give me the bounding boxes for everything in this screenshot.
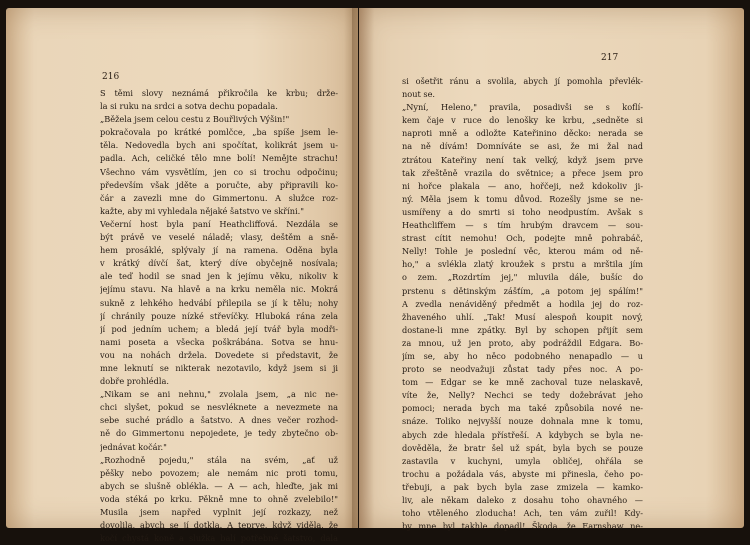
text-line: snáze. Toliko nejvyšší nouze dohnala mne k tomu, bbox=[402, 416, 643, 427]
text-line: la si ruku na srdci a sotva dechu popadala. bbox=[100, 101, 278, 112]
text-line: pokračovala po krátké pomlčce, „ba spíše jsem le- bbox=[100, 127, 338, 138]
text-line: Heathcliffem — s tím hrubým dravcem — sou- bbox=[402, 220, 643, 231]
text-line: pěšky nebo povozem; ale nemám nic proti tomu, bbox=[100, 467, 338, 478]
text-line: dostane-li mne zpátky. Byl by schopen přijít sem bbox=[402, 324, 643, 335]
text-line: „Běžela jsem celou cestu z Bouřlivých Výšin!" bbox=[100, 114, 290, 125]
left-page bbox=[6, 8, 358, 544]
text-line: zastavila v kuchyni, umyla obličej, ohřála se bbox=[402, 455, 643, 466]
text-line: tom — Edgar se ke mně zachoval tuze nelaskavě, bbox=[402, 377, 643, 388]
text-line: Musila jsem napřed vyplnit její rozkazy, než bbox=[100, 507, 338, 517]
text-line: na ně dívám! Domníváte se asi, že mi žal nad bbox=[402, 141, 643, 152]
text-line: o zem. „Rozdrtím jej," mluvila dále, bušíc do bbox=[402, 272, 643, 283]
text-line: sukně z lehkého hedvábí přilepila se jí k tělu; nohy bbox=[100, 297, 338, 308]
text-line: ný. Měla jsem k tomu důvod. Rozešly jsme se ne- bbox=[402, 193, 643, 204]
text-line: „Nyní, Heleno," pravila, posadivši se s koflí- bbox=[402, 102, 643, 113]
text-line: hem prosáklé, splývaly jí na ramena. Oděna byla bbox=[100, 245, 338, 256]
text-line: nout se. bbox=[402, 89, 436, 100]
text-line: dověděla, že bratr šel už spát, byla bych se pouze bbox=[402, 442, 643, 453]
text-line: abych zde hledala přístřeší. A kdybych se byla ne- bbox=[402, 429, 643, 440]
text-line: proto se neodvažuji zůstat tady přes noc. A po- bbox=[402, 364, 643, 375]
text-line: naproti mně a odložte Kateřinino děcko: nerada se bbox=[402, 128, 643, 139]
text-line: být právě ve veselé náladě; vlasy, deštěm a sně- bbox=[100, 232, 338, 243]
text-line: S těmi slovy neznámá přikročila ke krbu; drže- bbox=[100, 88, 338, 98]
text-line: kem čaje v ruce do lenošky ke krbu, „sedněte si bbox=[402, 115, 643, 126]
text-line: sebe suché prádlo a šatstvo. A dnes večer rozhod- bbox=[100, 415, 338, 426]
text-line: těla. Nedovedla bych ani spočítat, kolikrát jsem u- bbox=[100, 140, 338, 151]
text-line: trochu a požádala vás, abyste mi přinesla, čeho po- bbox=[402, 468, 643, 479]
text-line: liv, ale někam daleko z dosahu toho ohavného — bbox=[402, 495, 643, 505]
text-line: by mne byl takhle dopadl! Škoda, že Earnshaw ne- bbox=[402, 521, 643, 532]
text-line: dovolila, abych se jí dotkla. A teprve, když viděla, že bbox=[100, 520, 338, 531]
right-page bbox=[359, 8, 744, 532]
text-line: jejímu stavu. Na hlavě a na krku neměla nic. Mokrá bbox=[100, 284, 338, 295]
text-line: Nelly! Tohle je poslední věc, kterou mám od ně- bbox=[402, 246, 643, 257]
text-line: za mnou, už jen proto, aby podráždil Edgara. Bo- bbox=[402, 337, 643, 348]
text-line: ale teď hodil se snad jen k jejímu věku, nikoliv k bbox=[100, 271, 338, 282]
text-line: kočí chystá koně a služka balí potřebné šatstvo, dala bbox=[100, 533, 338, 544]
text-line: „Nikam se ani nehnu," zvolala jsem, „a nic ne- bbox=[100, 389, 338, 400]
text-line: jednávat kočár." bbox=[100, 441, 167, 452]
text-line: čár a zavezli mne do Gimmertonu. A služce roz- bbox=[100, 192, 338, 203]
text-line: abych se slušně oblékla. — A — ach, hleďte, jak mi bbox=[100, 480, 338, 491]
text-line: A zvedla nenáviděný předmět a hodila jej do roz- bbox=[402, 298, 643, 309]
text-line: ztrátou Kateřiny není tak velký, když jsem prve bbox=[402, 154, 643, 165]
page-number-right: 217 bbox=[601, 53, 619, 63]
text-line: nami poseta a všecka poškrábána. Sotva se hnu- bbox=[100, 336, 338, 347]
text-line: jí chránily pouze nízké střevíčky. Hluboká rána zela bbox=[100, 310, 338, 321]
text-line: jím se, aby ho něco podobného nenapadlo — u bbox=[402, 350, 643, 361]
text-line: toho vtěleného zloducha! Ach, ten vám zuřil! Kdy- bbox=[402, 508, 643, 519]
right-page-text bbox=[402, 75, 643, 533]
text-line: jí pod jedním uchem; a bledá její tvář byla modři- bbox=[100, 323, 338, 334]
text-line: ně do Gimmertonu nepojedete, je tedy zbytečno ob- bbox=[100, 428, 338, 439]
text-line: třebuji, a pak bych byla zase zmizela — kamko- bbox=[402, 481, 643, 492]
text-line: mne leknutí se nikterak nezotavilo, když jsem si ji bbox=[100, 362, 338, 373]
text-line: „Rozhodně pojedu," stála na svém, „ať už bbox=[100, 454, 338, 465]
text-line: v krátký dívčí šat, který díve obyčejně nosívala; bbox=[100, 258, 338, 269]
text-line: prstenu s dětinským zášťím, „a potom jej spálím!" bbox=[402, 285, 643, 296]
text-line: ho," a svlékla zlatý kroužek s prstu a mrštila jím bbox=[402, 259, 643, 270]
text-line: usmířeny a do smrti si toho neodpustím. Avšak s bbox=[402, 206, 643, 217]
text-line: chci slyšet, pokud se nesvléknete a nevezmete na bbox=[100, 402, 338, 413]
text-line: žhaveného uhlí. „Tak! Musí alespoň koupit nový, bbox=[402, 311, 643, 322]
text-line: tak zřeštěně vrazila do světnice; a přece jsem pro bbox=[402, 167, 643, 178]
text-line: voda stéká po krku. Pěkně mne to ohně zvelebilo!" bbox=[100, 493, 338, 504]
text-line: padla. Ach, celičké tělo mne bolí! Nemějte strachu! bbox=[100, 153, 338, 164]
text-line: dobře prohlédla. bbox=[100, 376, 169, 387]
text-line: vou na nohách držela. Dovedete si představit, že bbox=[100, 349, 338, 360]
left-page-text bbox=[100, 87, 338, 545]
text-line: pomoci; nerada bych ma také způsobila nové ne- bbox=[402, 403, 643, 414]
text-line: Večerní host byla paní Heathcliffová. Nezdála se bbox=[100, 218, 338, 229]
text-line: strast cítit nemohu! Och, podejte mně pohrabáč, bbox=[402, 233, 643, 244]
text-line: Všechno vám vysvětlím, jen co si trochu odpočinu; bbox=[100, 166, 338, 177]
text-line: víte že, Nelly? Nechci se tedy dožebrávat jeho bbox=[402, 390, 643, 401]
page-number-left: 216 bbox=[102, 72, 120, 82]
text-line: si ošetřit ránu a svolila, abych jí pomohla převlék- bbox=[402, 76, 643, 86]
text-line: kažte, aby mi vyhledala nějaké šatstvo ve skříni." bbox=[100, 205, 305, 216]
text-line: především však jděte a poručte, aby připravili ko- bbox=[100, 179, 338, 190]
text-line: ni hořce plakala — ano, hořčeji, než kdokoliv ji- bbox=[402, 180, 643, 191]
